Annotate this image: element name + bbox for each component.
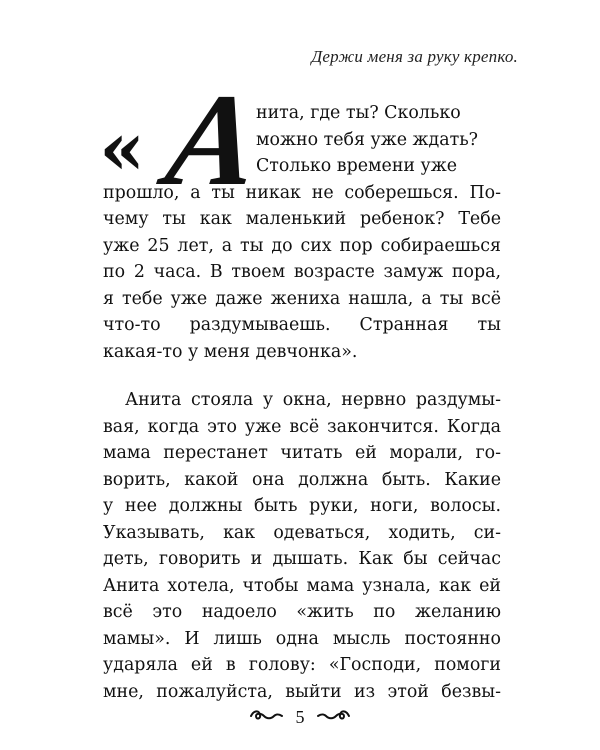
- text-line: у нее должны быть руки, ноги, волосы.: [103, 496, 501, 516]
- text-line: мне, пожалуйста, выйти из этой безвы-: [103, 681, 501, 702]
- swirl-ornament-icon: [315, 707, 351, 728]
- opening-quote: «: [99, 106, 140, 192]
- text-line: деть, говорить и дышать. Как бы сейчас: [103, 549, 501, 569]
- text-line: Столько времени уже: [256, 156, 458, 176]
- text-line: ворить, какой она должна быть. Какие: [103, 469, 501, 490]
- text-line: мамы». И лишь одна мысль постоянно: [103, 628, 501, 649]
- text-line: Анита стояла у окна, нервно раздумы-: [125, 390, 501, 410]
- text-line: я тебе уже даже жениха нашла, а ты всё: [103, 288, 501, 309]
- text-line: по 2 часа. В твоем возрасте замуж пора,: [103, 262, 501, 282]
- text-line: всё это надоело «жить по желанию: [103, 602, 501, 622]
- text-line: что-то раздумываешь. Странная ты: [103, 315, 501, 335]
- paragraph-1-body: [103, 180, 501, 366]
- text-line: вая, когда это уже всё закончится. Когда: [103, 416, 501, 437]
- text-line: можно тебя уже ждать?: [256, 129, 479, 150]
- paragraph-2: [103, 387, 501, 705]
- page-number: 5: [295, 707, 305, 728]
- text-line: прошло, а ты никак не соберешься. По-: [103, 182, 501, 203]
- text-line: уже 25 лет, а ты до сих пор собираешься: [103, 235, 501, 256]
- drop-cap-letter: А: [158, 66, 268, 213]
- drop-cap-lines: [256, 100, 501, 180]
- text-line: мама перестанет читать ей морали, го-: [103, 443, 501, 463]
- text-line: ударяла ей в голову: «Господи, помоги: [103, 655, 501, 675]
- text-line: Указывать, как одеваться, ходить, си-: [103, 522, 501, 543]
- text-line: нита, где ты? Сколько: [256, 103, 461, 123]
- text-line: чему ты как маленький ребенок? Тебе: [103, 209, 501, 229]
- swirl-ornament-icon: [249, 707, 285, 728]
- text-line: Анита хотела, чтобы мама узнала, как ей: [103, 575, 501, 596]
- text-line: какая-то у меня девчонка».: [103, 341, 358, 362]
- page-footer: [0, 706, 600, 728]
- running-head: Держи меня за руку крепко.: [311, 47, 518, 66]
